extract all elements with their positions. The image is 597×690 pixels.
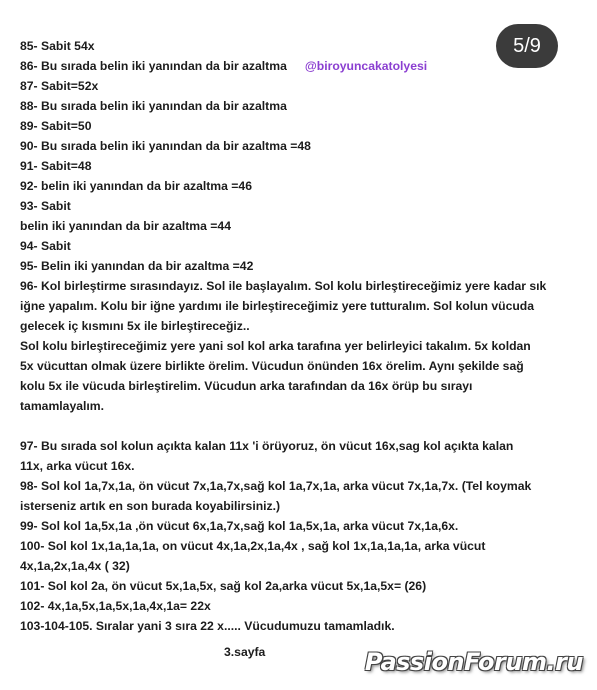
site-watermark: PassionForum.ru bbox=[364, 648, 583, 676]
row-100-line-2: 4x,1a,2x,1a,4x ( 32) bbox=[20, 559, 130, 573]
row-92: 92- belin iki yanından da bir azaltma =46 bbox=[20, 179, 252, 193]
row-85: 85- Sabit 54x bbox=[20, 39, 95, 53]
row-102: 102- 4x,1a,5x,1a,5x,1a,4x,1a= 22x bbox=[20, 599, 211, 613]
row-96-line-3: gelecek iç kısmını 5x ile birleştireceğiz.. bbox=[20, 319, 250, 333]
page-counter-badge: 5/9 bbox=[496, 24, 558, 68]
row-101: 101- Sol kol 2a, ön vücut 5x,1a,5x, sağ kol 2a,arka vücut 5x,1a,5x= (26) bbox=[20, 579, 427, 593]
row-98-line-1: 98- Sol kol 1a,7x,1a, ön vücut 7x,1a,7x,sağ kol 1a,7x,1a, arka vücut 7x,1a,7x. (Tel koymak bbox=[20, 479, 532, 493]
author-handle: @biroyuncakatolyesi bbox=[304, 59, 428, 73]
row-87: 87- Sabit=52x bbox=[20, 79, 99, 93]
blank-line bbox=[20, 416, 582, 436]
row-97-line-2: 11x, arka vücut 16x. bbox=[20, 459, 135, 473]
row-100-line-1: 100- Sol kol 1x,1a,1a,1a, on vücut 4x,1a,2x,1a,4x , sağ kol 1x,1a,1a,1a, arka vücut bbox=[20, 539, 486, 553]
row-86-text: 86- Bu sırada belin iki yanından da bir azaltma bbox=[20, 59, 287, 73]
row-86 bbox=[20, 56, 582, 76]
pattern-text bbox=[20, 36, 582, 662]
row-96-line-1: 96- Kol birleştirme sırasındayız. Sol ile başlayalım. Sol kolu birleştireceğimiz yere kadar sık bbox=[20, 279, 547, 293]
row-99: 99- Sol kol 1a,5x,1a ,ön vücut 6x,1a,7x,sağ kol 1a,5x,1a, arka vücut 7x,1a,6x. bbox=[20, 519, 459, 533]
row-96-line-6: kolu 5x ile vücuda birleştirelim. Vücudun arka tarafından da 16x örüp bu sırayı bbox=[20, 379, 473, 393]
row-95: 95- Belin iki yanından da bir azaltma =42 bbox=[20, 259, 254, 273]
row-96-line-4: Sol kolu birleştireceğimiz yere yani sol kol arka tarafına yer belirleyici takalım. 5x koldan bbox=[20, 339, 531, 353]
row-93-cont: belin iki yanından da bir azaltma =44 bbox=[20, 219, 231, 233]
rows-103-105: 103-104-105. Sıralar yani 3 sıra 22 x..... Vücudumuzu tamamladık. bbox=[20, 619, 395, 633]
row-90: 90- Bu sırada belin iki yanından da bir azaltma =48 bbox=[20, 139, 311, 153]
row-97-line-1: 97- Bu sırada sol kolun açıkta kalan 11x 'i örüyoruz, ön vücut 16x,sag kol açıkta kalan bbox=[20, 439, 514, 453]
row-94: 94- Sabit bbox=[20, 239, 71, 253]
row-89: 89- Sabit=50 bbox=[20, 119, 92, 133]
row-91: 91- Sabit=48 bbox=[20, 159, 92, 173]
row-96-line-7: tamamlayalım. bbox=[20, 399, 105, 413]
row-88: 88- Bu sırada belin iki yanından da bir azaltma bbox=[20, 99, 287, 113]
row-98-line-2: isterseniz artık en son burada koyabilirsiniz.) bbox=[20, 499, 281, 513]
row-96-line-2: iğne yapalım. Kolu bir iğne yardımı ile birleştireceğimiz yere tutturalım. Sol kolun vücuda bbox=[20, 299, 535, 313]
page-label: 3.sayfa bbox=[224, 645, 266, 659]
row-93: 93- Sabit bbox=[20, 199, 71, 213]
row-96-line-5: 5x vücuttan olmak üzere birlikte örelim. Vücudun önünden 16x örelim. Aynı şekilde sağ bbox=[20, 359, 524, 373]
